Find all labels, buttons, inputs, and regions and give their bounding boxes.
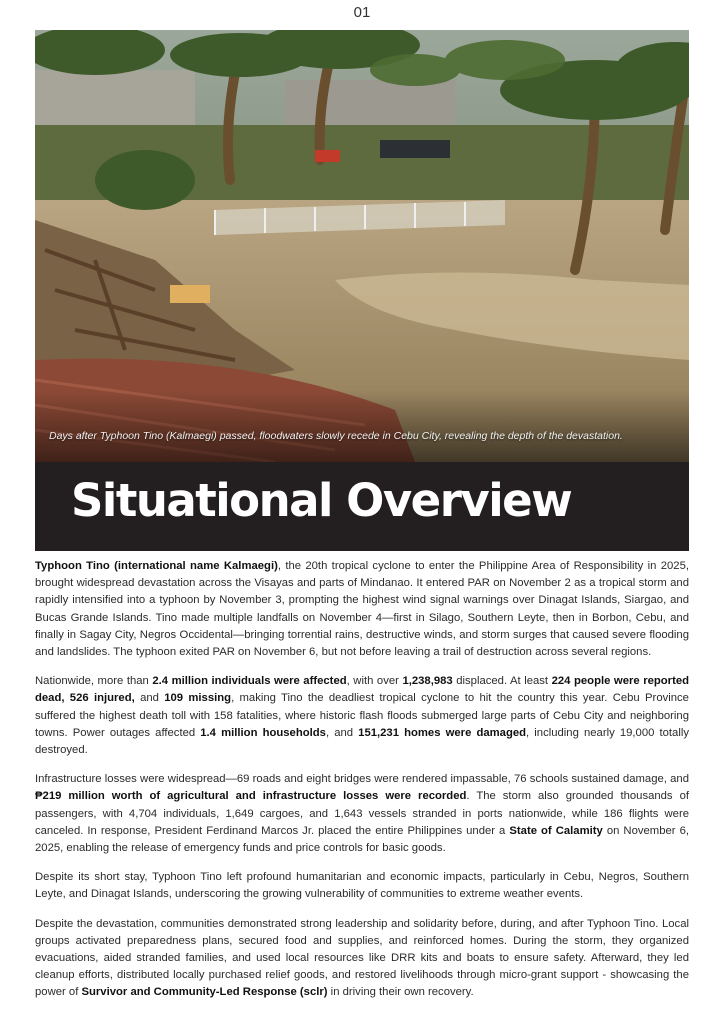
text-span: , including nearly 19,000 totally destroyed. xyxy=(35,726,690,757)
paragraph-infrastructure xyxy=(35,771,689,857)
text-span: Despite the devastation, communities demonstrated strong leadership and solidarity before, during, and after Typhoon Tino. Local groups activated preparedness plans, secured food and supplies, and reinforced homes. During the storm, they organized evacuations, aided stranded families, and used local resources like DRR kits and boats to ensure safety. Afterward, they led cleanup efforts, distributed locally purchased relief goods, and restored livelihoods through micro-grant support - showcasing the power of xyxy=(35,917,689,999)
page-number: 01 xyxy=(353,4,371,21)
paragraph-intro xyxy=(35,558,689,661)
paragraph-casualties xyxy=(35,673,689,759)
bold-affected: 2.4 million individuals were affected xyxy=(152,675,347,688)
bold-homes-damaged: 151,231 homes were damaged xyxy=(358,726,527,739)
bold-losses: ₱219 million worth of agricultural and infrastructure losses were recorded xyxy=(35,790,467,803)
flood-scene-illustration xyxy=(35,30,689,462)
paragraph-community-response xyxy=(35,916,689,1002)
text-span: Despite its short stay, Typhoon Tino left profound humanitarian and economic impacts, particularly in Cebu, Negros, Southern Leyte, and Dinagat Islands, underscoring the growing vulnerability of communities to extreme weather events. xyxy=(35,871,689,901)
bold-displaced: 1,238,983 xyxy=(402,675,453,688)
bold-typhoon-name: Typhoon Tino (international name Kalmaegi) xyxy=(35,560,278,572)
bold-sclr: Survivor and Community-Led Response (sclr) xyxy=(81,986,328,999)
photo-caption: Days after Typhoon Tino (Kalmaegi) passed, floodwaters slowly recede in Cebu City, revealing the depth of the devastation. xyxy=(49,430,623,442)
hero-photo xyxy=(35,30,689,462)
text-span: , the 20th tropical cyclone to enter the Philippine Area of Responsibility in 2025, brought widespread devastation across the Visayas and parts of Mindanao. It entered PAR on November 2 as a tropical storm and rapidly intensified into a typhoon by November 3, prompting the highest wind signal warnings over Dinagat Islands, Siargao, and Bucas Grande Islands. Tino made multiple landfalls on November 4—first in Silago, Southern Leyte, then in Borbon, Cebu, and finally in Sagay City, Negros Occidental—bringing torrential rains, destructive winds, and storm surges that caused severe flooding and landslides. The typhoon exited PAR on November 6, but not before leaving a trail of destruction across several regions. xyxy=(35,560,689,659)
section-title: Situational Overview xyxy=(71,474,572,527)
text-span: Infrastructure losses were widespread—69 roads and eight bridges were rendered impassable, 76 schools sustained damage, and xyxy=(35,773,689,786)
section-title-band xyxy=(35,462,689,551)
text-span: displaced. At least xyxy=(452,675,552,688)
bold-households: 1.4 million households xyxy=(200,726,326,739)
bold-missing: 109 missing xyxy=(164,692,232,705)
text-span: , and xyxy=(325,726,359,739)
bold-state-of-calamity: State of Calamity xyxy=(509,824,603,837)
text-span: in driving their own recovery. xyxy=(327,986,474,999)
text-span: Nationwide, more than xyxy=(35,675,153,688)
text-span: , making Tino the deadliest tropical cyclone to hit the country this year. Cebu Province suffered the highest death toll with 158 fatalities, where historic flash floods submerged large parts of Cebu City and neighboring towns. Power outages affected xyxy=(35,692,689,739)
text-span: , with over xyxy=(346,675,403,688)
text-span: and xyxy=(134,692,165,705)
text-span: on November 6, 2025, enabling the release of emergency funds and price controls for basic goods. xyxy=(35,824,689,855)
paragraph-impact xyxy=(35,869,689,903)
text-span: . The storm also grounded thousands of passengers, with 4,704 individuals, 1,649 cargoes, and 1,643 vessels stranded in ports nationwide, while 186 flights were canceled. In response, President Ferdinand Marcos Jr. placed the entire Philippines under a xyxy=(35,790,689,837)
article-body xyxy=(35,558,689,1014)
bold-dead-injured: 224 people were reported dead, 526 injured, xyxy=(35,675,690,705)
